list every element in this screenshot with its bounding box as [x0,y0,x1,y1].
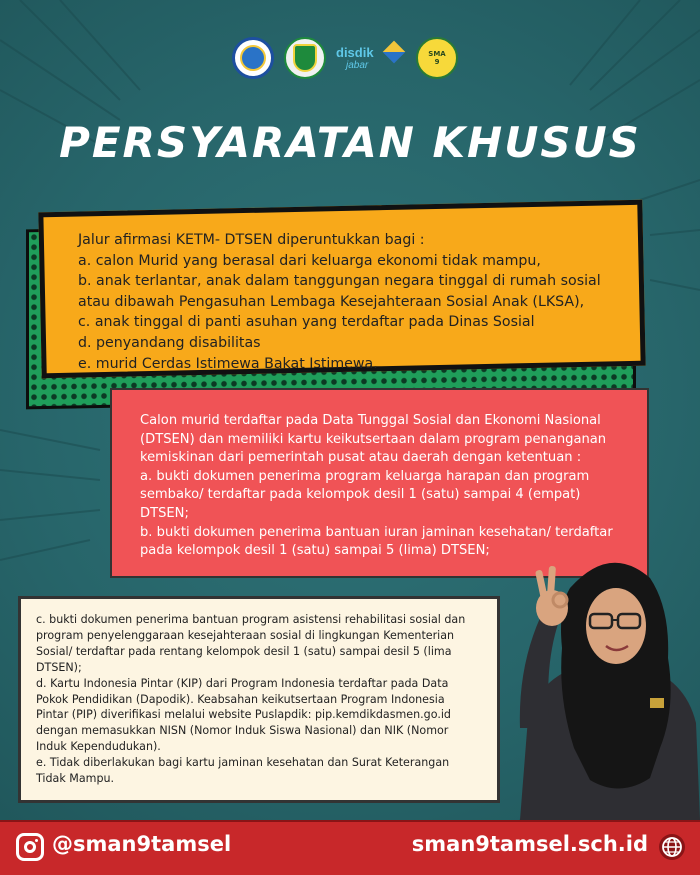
text-line: DTSEN); [36,660,82,674]
text-line: d. penyandang disabilitas [78,334,261,351]
sma-logo-text: SMA [428,50,446,58]
website-link[interactable]: sman9tamsel.sch.id [411,832,648,856]
text-line: Jalur afirmasi KETM- DTSEN diperuntukkan bagi : [78,232,425,248]
page-title: PERSYARATAN KHUSUS [59,118,641,167]
text-line: Calon murid terdaftar pada Data Tunggal Sosial dan Ekonomi Nasional [140,413,601,428]
text-line: Sosial/ terdaftar pada rentang kelompok desil 1 (satu) sampai desil 5 (lima [36,644,452,658]
logo-bar [232,36,472,80]
text-line: c. anak tinggal di panti asuhan yang terdaftar pada Dinas Sosial [78,314,535,331]
yellow-panel-text [78,230,638,374]
text-line: sembako/ terdaftar pada kelompok desil 1 (satu) sampai 4 (empat) [140,487,581,503]
instagram-handle[interactable]: @sman9tamsel [52,832,232,856]
text-line: b. anak terlantar, anak dalam tanggungan negara tinggal di rumah sosial [78,273,601,290]
person-photo [500,548,700,820]
disdik-logo-text: disdik [336,45,374,60]
cream-panel-text [36,612,496,787]
text-line: e. murid Cerdas Istimewa Bakat Istimewa. [78,355,378,372]
text-line: (DTSEN) dan memiliki kartu keikutsertaan dalam program penanganan [140,431,607,447]
text-line: atau dibawah Pengasuhan Lembaga Kesejahteraan Sosial Anak (LKSA), [78,293,585,310]
disdik-jabar-logo [336,38,406,78]
text-line: DTSEN; [140,505,189,521]
jabar-logo [284,37,326,79]
text-line: Pokok Pendidikan (Dapodik). Keabsahan keikutsertaan Program Indonesia [36,692,445,706]
text-line: d. Kartu Indonesia Pintar (KIP) dari Program Indonesia terdaftar pada Data [36,676,449,690]
sma-logo [416,37,458,79]
text-line: pada kelompok desil 1 (satu) sampai 5 (lima) DTSEN; [140,543,490,559]
text-line: Pintar (PIP) diverifikasi melalui website Puslapdik: pip.kemdikdasmen.go.id [36,708,451,722]
text-line: b. bukti dokumen penerima bantuan iuran jaminan kesehatan/ terdaftar [140,524,613,540]
text-line: kemiskinan dari pemerintah pusat atau daerah dengan ketentuan : [140,450,582,466]
text-line: Tidak Mampu. [36,772,115,786]
text-line: a. bukti dokumen penerima program keluarga harapan dan program [140,468,590,484]
sma-logo-number: 9 [434,58,440,66]
jabar-logo-text: jabar [346,60,369,71]
instagram-icon[interactable] [16,833,44,861]
kemdikbud-logo [232,37,274,79]
red-panel-text [140,412,646,561]
text-line: Induk Kependudukan). [36,740,161,754]
text-line: c. bukti dokumen penerima bantuan program asistensi rehabilitasi sosial dan [36,613,466,626]
text-line: dengan memasukkan NISN (Nomor Induk Siswa Nasional) dan NIK (Nomor [36,724,449,738]
text-line: e. Tidak diberlakukan bagi kartu jaminan kesehatan dan Surat Keterangan [36,756,450,770]
globe-icon[interactable] [658,833,686,861]
text-line: program penyelenggaraan kesejahteraan sosial di lingkungan Kementerian [36,628,455,642]
text-line: a. calon Murid yang berasal dari keluarga ekonomi tidak mampu, [78,252,541,269]
